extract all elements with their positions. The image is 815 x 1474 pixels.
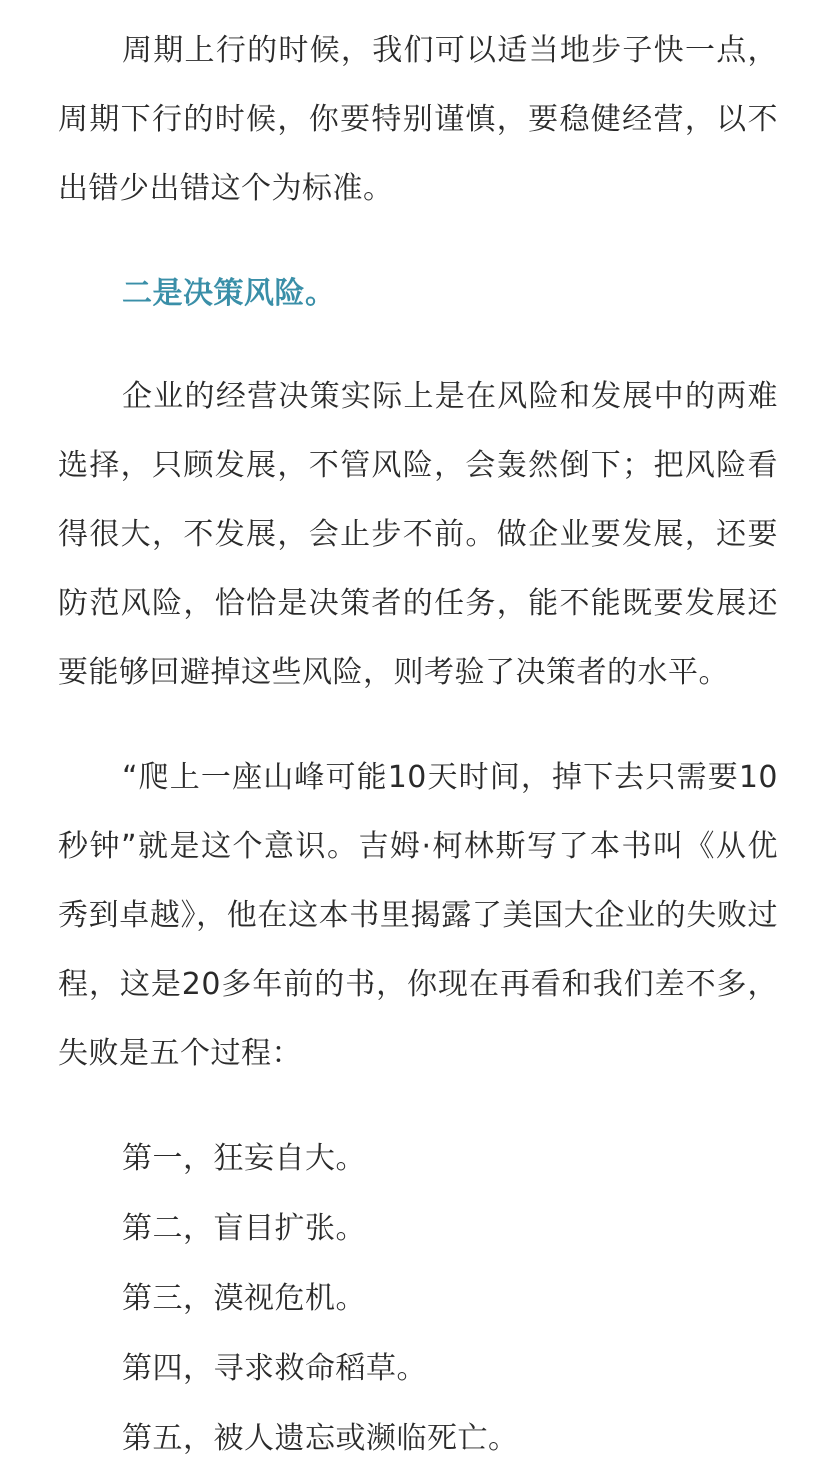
list-item: 第一，狂妄自大。 [122, 1141, 366, 1176]
article-body [58, 16, 778, 1474]
list-item: 第四，寻求救命稻草。 [122, 1351, 427, 1386]
spacer [58, 328, 778, 362]
spacer [58, 707, 778, 743]
section-heading: 二是决策风险。 [122, 276, 336, 311]
failure-steps-list [58, 1124, 778, 1474]
spacer [58, 223, 778, 259]
list-item: 第五，被人遗忘或濒临死亡。 [122, 1421, 519, 1456]
list-item: 第三，漠视危机。 [122, 1281, 366, 1316]
paragraph-decision-risk: 企业的经营决策实际上是在风险和发展中的两难选择，只顾发展，不管风险，会轰然倒下；把风险看得很大，不发展，会止步不前。做企业要发展，还要防范风险，恰恰是决策者的任务，能不能既要发展还要能够回避掉这些风险，则考验了决策者的水平。 [58, 379, 778, 690]
list-item: 第二，盲目扩张。 [122, 1211, 366, 1246]
paragraph-quote: “爬上一座山峰可能10天时间，掉下去只需要10秒钟”就是这个意识。吉姆·柯林斯写了本书叫《从优秀到卓越》，他在这本书里揭露了美国大企业的失败过程，这是20多年前的书，你现在再看和我们差不多，失败是五个过程： [58, 760, 778, 1071]
paragraph-cycle: 周期上行的时候，我们可以适当地步子快一点，周期下行的时候，你要特别谨慎，要稳健经营，以不出错少出错这个为标准。 [58, 33, 778, 206]
spacer [58, 1088, 778, 1124]
